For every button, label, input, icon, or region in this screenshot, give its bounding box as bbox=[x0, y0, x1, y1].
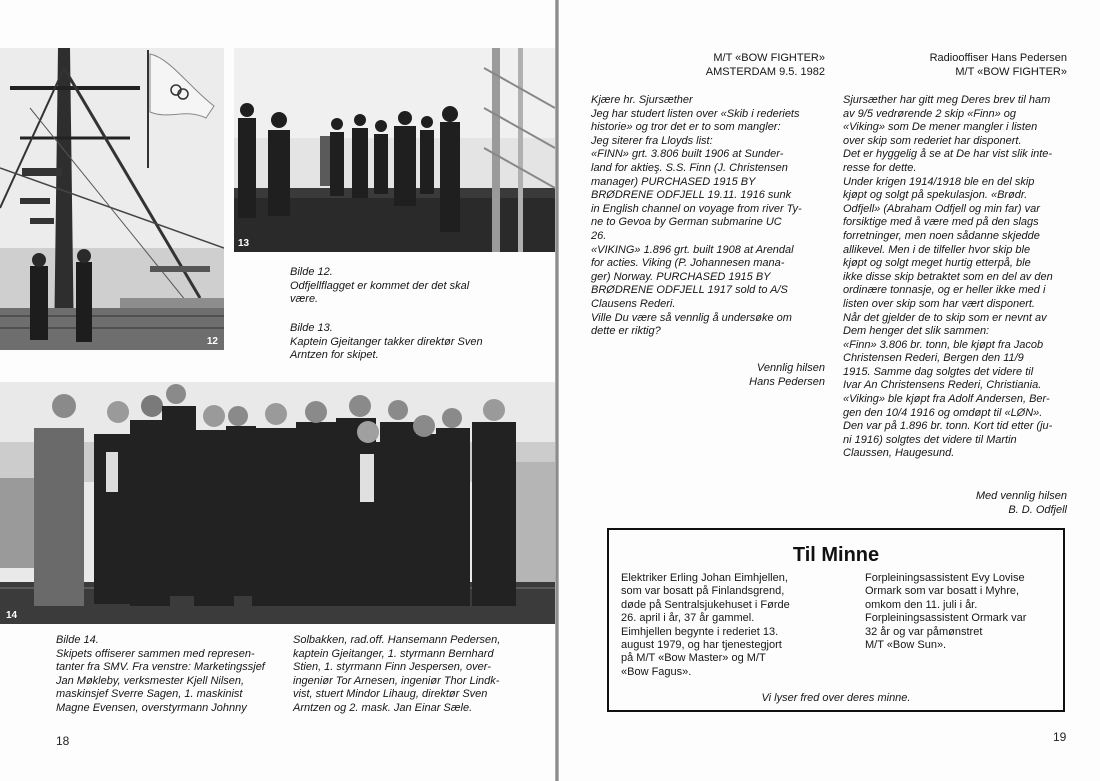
letter1-body-line: for acties. Viking (P. Johannesen mana- bbox=[591, 257, 785, 270]
letter1-body-line: «VIKING» 1.896 grt. built 1908 at Arendal bbox=[591, 243, 794, 256]
caption-13 bbox=[290, 322, 520, 363]
memorial-right-line: M/T «Bow Sun». bbox=[865, 639, 947, 652]
letter2-body-line: 1915. Samme dag solgtes det videre til bbox=[843, 365, 1034, 378]
photo-12-number: 12 bbox=[206, 336, 218, 347]
right-page bbox=[559, 0, 1100, 781]
caption-14-line: Stien, 1. styrmann Finn Jespersen, over- bbox=[293, 661, 491, 674]
letter2-body-line: «Finn» 3.806 br. tonn, ble kjøpt fra Jacob bbox=[843, 338, 1044, 351]
photo-13-image bbox=[234, 48, 555, 252]
caption-14-line: Skipets offiserer sammen med represen- bbox=[56, 647, 255, 660]
letter1-body-line: BRØDRENE ODFJELL 1917 sold to A/S bbox=[591, 284, 788, 297]
photo-14-group bbox=[0, 382, 555, 624]
letter1-body-line: Kjære hr. Sjursæther bbox=[591, 94, 693, 106]
memorial-left-line: august 1979, og har tjenestegjort bbox=[621, 639, 782, 652]
letter2-body-line: Christensen Rederi, Bergen den 11/9 bbox=[843, 352, 1024, 365]
letter2-body-line: ni 1916) solgtes det videre til Martin bbox=[843, 433, 1017, 446]
letter2-body-line: Når det gjelder de to skip som er nevnt av bbox=[843, 311, 1047, 324]
memorial-left-line: Eimhjellen begynte i rederiet 13. bbox=[621, 625, 779, 638]
memorial-right-line: 32 år og var påmønstret bbox=[865, 625, 983, 638]
letter1-body-line: Jeg har studert listen over «Skib i rederiets bbox=[591, 107, 800, 120]
page-number-right: 19 bbox=[1053, 730, 1067, 744]
caption-12-line: Odfjellflagget er kommet der det skal bbox=[290, 279, 470, 292]
letter1-body-line: Jeg siterer fra Lloyds list: bbox=[591, 134, 713, 147]
letter2-body-line: forretninger, men noen sådanne skjedde bbox=[843, 229, 1040, 242]
letter2-body-line: kjøpt og solgt meget hurtig etterpå, ble bbox=[843, 257, 1031, 270]
photo-12-image bbox=[0, 48, 224, 350]
letter2-body-line: Claussen, Haugesund. bbox=[843, 447, 955, 460]
letter2-body-line: «Viking» som De mener mangler i listen bbox=[843, 121, 1038, 134]
photo-14-image bbox=[0, 382, 555, 624]
letter2-body-line: Den var på 1.896 br. tonn. Kort tid etter (ju- bbox=[843, 420, 1053, 433]
letter2-header bbox=[841, 52, 1067, 79]
caption-14-line: Magne Evensen, overstyrmann Johnny bbox=[56, 701, 247, 714]
memorial-left-line: på M/T «Bow Master» og M/T bbox=[621, 652, 766, 665]
letter1-header bbox=[591, 52, 825, 79]
letter2-body-line: Dem henger det slik sammen: bbox=[843, 325, 990, 338]
memorial-left-column bbox=[621, 572, 811, 679]
photo-13-deck-officers bbox=[234, 48, 555, 252]
memorial-left-line: Elektriker Erling Johan Eimhjellen, bbox=[621, 572, 788, 584]
caption-12-line: Bilde 12. bbox=[290, 266, 333, 278]
caption-13-line: Arntzen for skipet. bbox=[290, 349, 379, 362]
letter2-body-line: Odfjell» (Abraham Odfjell og min far) var bbox=[843, 202, 1040, 215]
caption-14-line: vist, stuert Mindor Lihaug, direktør Sven bbox=[293, 688, 488, 701]
letter1-body-line: BRØDRENE ODFJELL 19.11. 1916 sunk bbox=[591, 189, 792, 202]
letter1-signoff-line: Vennlig hilsen bbox=[756, 362, 825, 374]
letter2-body-line: ikke disse skip betraktet som en del av den bbox=[843, 270, 1053, 283]
letter2-body-line: «Viking» ble kjøpt fra Adolf Andersen, Ber- bbox=[843, 393, 1050, 406]
page-number-left: 18 bbox=[56, 734, 70, 748]
memorial-left-line: 26. april i år, 37 år gammel. bbox=[621, 612, 755, 625]
letter2-body-line: allikevel. Men i de tilfeller hvor skip ble bbox=[843, 243, 1031, 256]
letter1-signoff bbox=[591, 362, 825, 389]
letter2-body bbox=[843, 94, 1075, 461]
memorial-box bbox=[607, 528, 1065, 712]
letter2-signoff-line: B. D. Odfjell bbox=[1008, 503, 1067, 516]
memorial-right-line: Forpleiningsassistent Ormark var bbox=[865, 612, 1027, 625]
letter1-body-line: dette er riktig? bbox=[591, 325, 661, 338]
caption-14-line: Arntzen og 2. mask. Jan Einar Sæle. bbox=[293, 701, 473, 714]
caption-14-line: Bilde 14. bbox=[56, 634, 99, 646]
photo-13-number: 13 bbox=[238, 238, 250, 249]
letter2-signoff-line: Med vennlig hilsen bbox=[975, 490, 1067, 502]
memorial-right-line: Ormark som var bosatt i Myhre, bbox=[865, 585, 1020, 598]
caption-12-line: være. bbox=[290, 293, 319, 306]
memorial-footer: Vi lyser fred over deres minne. bbox=[761, 692, 911, 704]
caption-14-left bbox=[56, 634, 292, 716]
letter2-body-line: av 9/5 vedrørende 2 skip «Finn» og bbox=[843, 107, 1017, 120]
letter2-body-line: listen over skip som har vært disponert. bbox=[843, 297, 1035, 310]
letter1-body-line: ne to Gevoa by German submarine UC bbox=[591, 216, 782, 229]
photo-14-number: 14 bbox=[6, 610, 18, 621]
letter1-body-line: manager) PURCHASED 1915 BY bbox=[591, 175, 756, 188]
letter1-body-line: in English channel on voyage from river Ty- bbox=[591, 202, 802, 215]
letter1-body-line: ger) Norway. PURCHASED 1915 BY bbox=[591, 270, 771, 283]
memorial-title: Til Minne bbox=[792, 544, 880, 566]
letter1-body-line: Clausens Rederi. bbox=[591, 297, 676, 310]
caption-14-line: kaptein Gjeitanger, 1. styrmann Bernhard bbox=[293, 647, 494, 660]
letter1-body-line: «FINN» grt. 3.806 built 1906 at Sunder- bbox=[591, 148, 784, 161]
letter2-header-line: M/T «BOW FIGHTER» bbox=[955, 65, 1067, 78]
memorial-right-line: Forpleiningsassistent Evy Lovise bbox=[865, 572, 1025, 584]
letter1-body-line: 26. bbox=[591, 229, 607, 242]
memorial-right-column bbox=[865, 572, 1055, 652]
memorial-left-line: som var bosatt på Finlandsgrend, bbox=[621, 585, 785, 598]
letter2-signoff bbox=[843, 490, 1067, 517]
letter1-body-line: historie» og tror det er to som mangler: bbox=[591, 121, 781, 134]
letter1-body-line: Ville Du være så vennlig å undersøke om bbox=[591, 311, 792, 324]
caption-14-line: tanter fra SMV. Fra venstre: Marketingssjef bbox=[56, 661, 265, 674]
letter2-header-line: Radiooffiser Hans Pedersen bbox=[929, 52, 1067, 64]
caption-14-line: ingeniør Tor Arnesen, ingeniør Thor Lindk- bbox=[293, 674, 500, 687]
caption-12 bbox=[290, 266, 520, 307]
caption-14-line: Solbakken, rad.off. Hansemann Pedersen, bbox=[293, 634, 501, 646]
caption-14-line: Jan Møkleby, verksmester Kjell Nilsen, bbox=[56, 674, 245, 687]
letter2-body-line: Sjursæther har gitt meg Deres brev til ham bbox=[843, 94, 1051, 106]
letter2-body-line: resse for dette. bbox=[843, 161, 917, 174]
letter2-body-line: over skip som rederiet har disponert. bbox=[843, 134, 1022, 147]
letter2-body-line: Det er hyggelig å se at De har vist slik inte- bbox=[843, 148, 1053, 161]
letter1-header-line: M/T «BOW FIGHTER» bbox=[713, 52, 825, 64]
letter2-body-line: Under krigen 1914/1918 ble en del skip bbox=[843, 175, 1035, 188]
caption-13-line: Bilde 13. bbox=[290, 322, 333, 334]
memorial-left-line: døde på Sentralsjukehuset i Førde bbox=[621, 598, 790, 611]
letter1-body bbox=[591, 94, 831, 339]
caption-14-line: maskinsjef Sverre Sagen, 1. maskinist bbox=[56, 688, 243, 701]
letter2-body-line: gen den 10/4 1916 og omdøpt til «LØN». bbox=[843, 406, 1043, 419]
caption-13-line: Kaptein Gjeitanger takker direktør Sven bbox=[290, 335, 483, 348]
memorial-right-line: omkom den 11. juli i år. bbox=[865, 598, 978, 611]
letter1-header-line: AMSTERDAM 9.5. 1982 bbox=[705, 65, 825, 78]
letter2-body-line: kjøpt og solgt på spekulasjon. «Brødr. bbox=[843, 189, 1028, 202]
letter1-body-line: land for aktieş. S.S. Finn (J. Christensen bbox=[591, 161, 788, 174]
letter2-body-line: ordinære tonnasje, og er heller ikke med i bbox=[843, 284, 1046, 297]
photo-12-mast-flag bbox=[0, 48, 224, 350]
letter1-signoff-line: Hans Pedersen bbox=[749, 375, 825, 388]
letter2-body-line: forsiktige med å være med på den slags bbox=[843, 216, 1039, 229]
letter2-body-line: Ivar An Christensens Rederi, Christiania. bbox=[843, 379, 1042, 392]
caption-14-right bbox=[293, 634, 525, 716]
memorial-left-line: «Bow Fagus». bbox=[621, 665, 692, 678]
